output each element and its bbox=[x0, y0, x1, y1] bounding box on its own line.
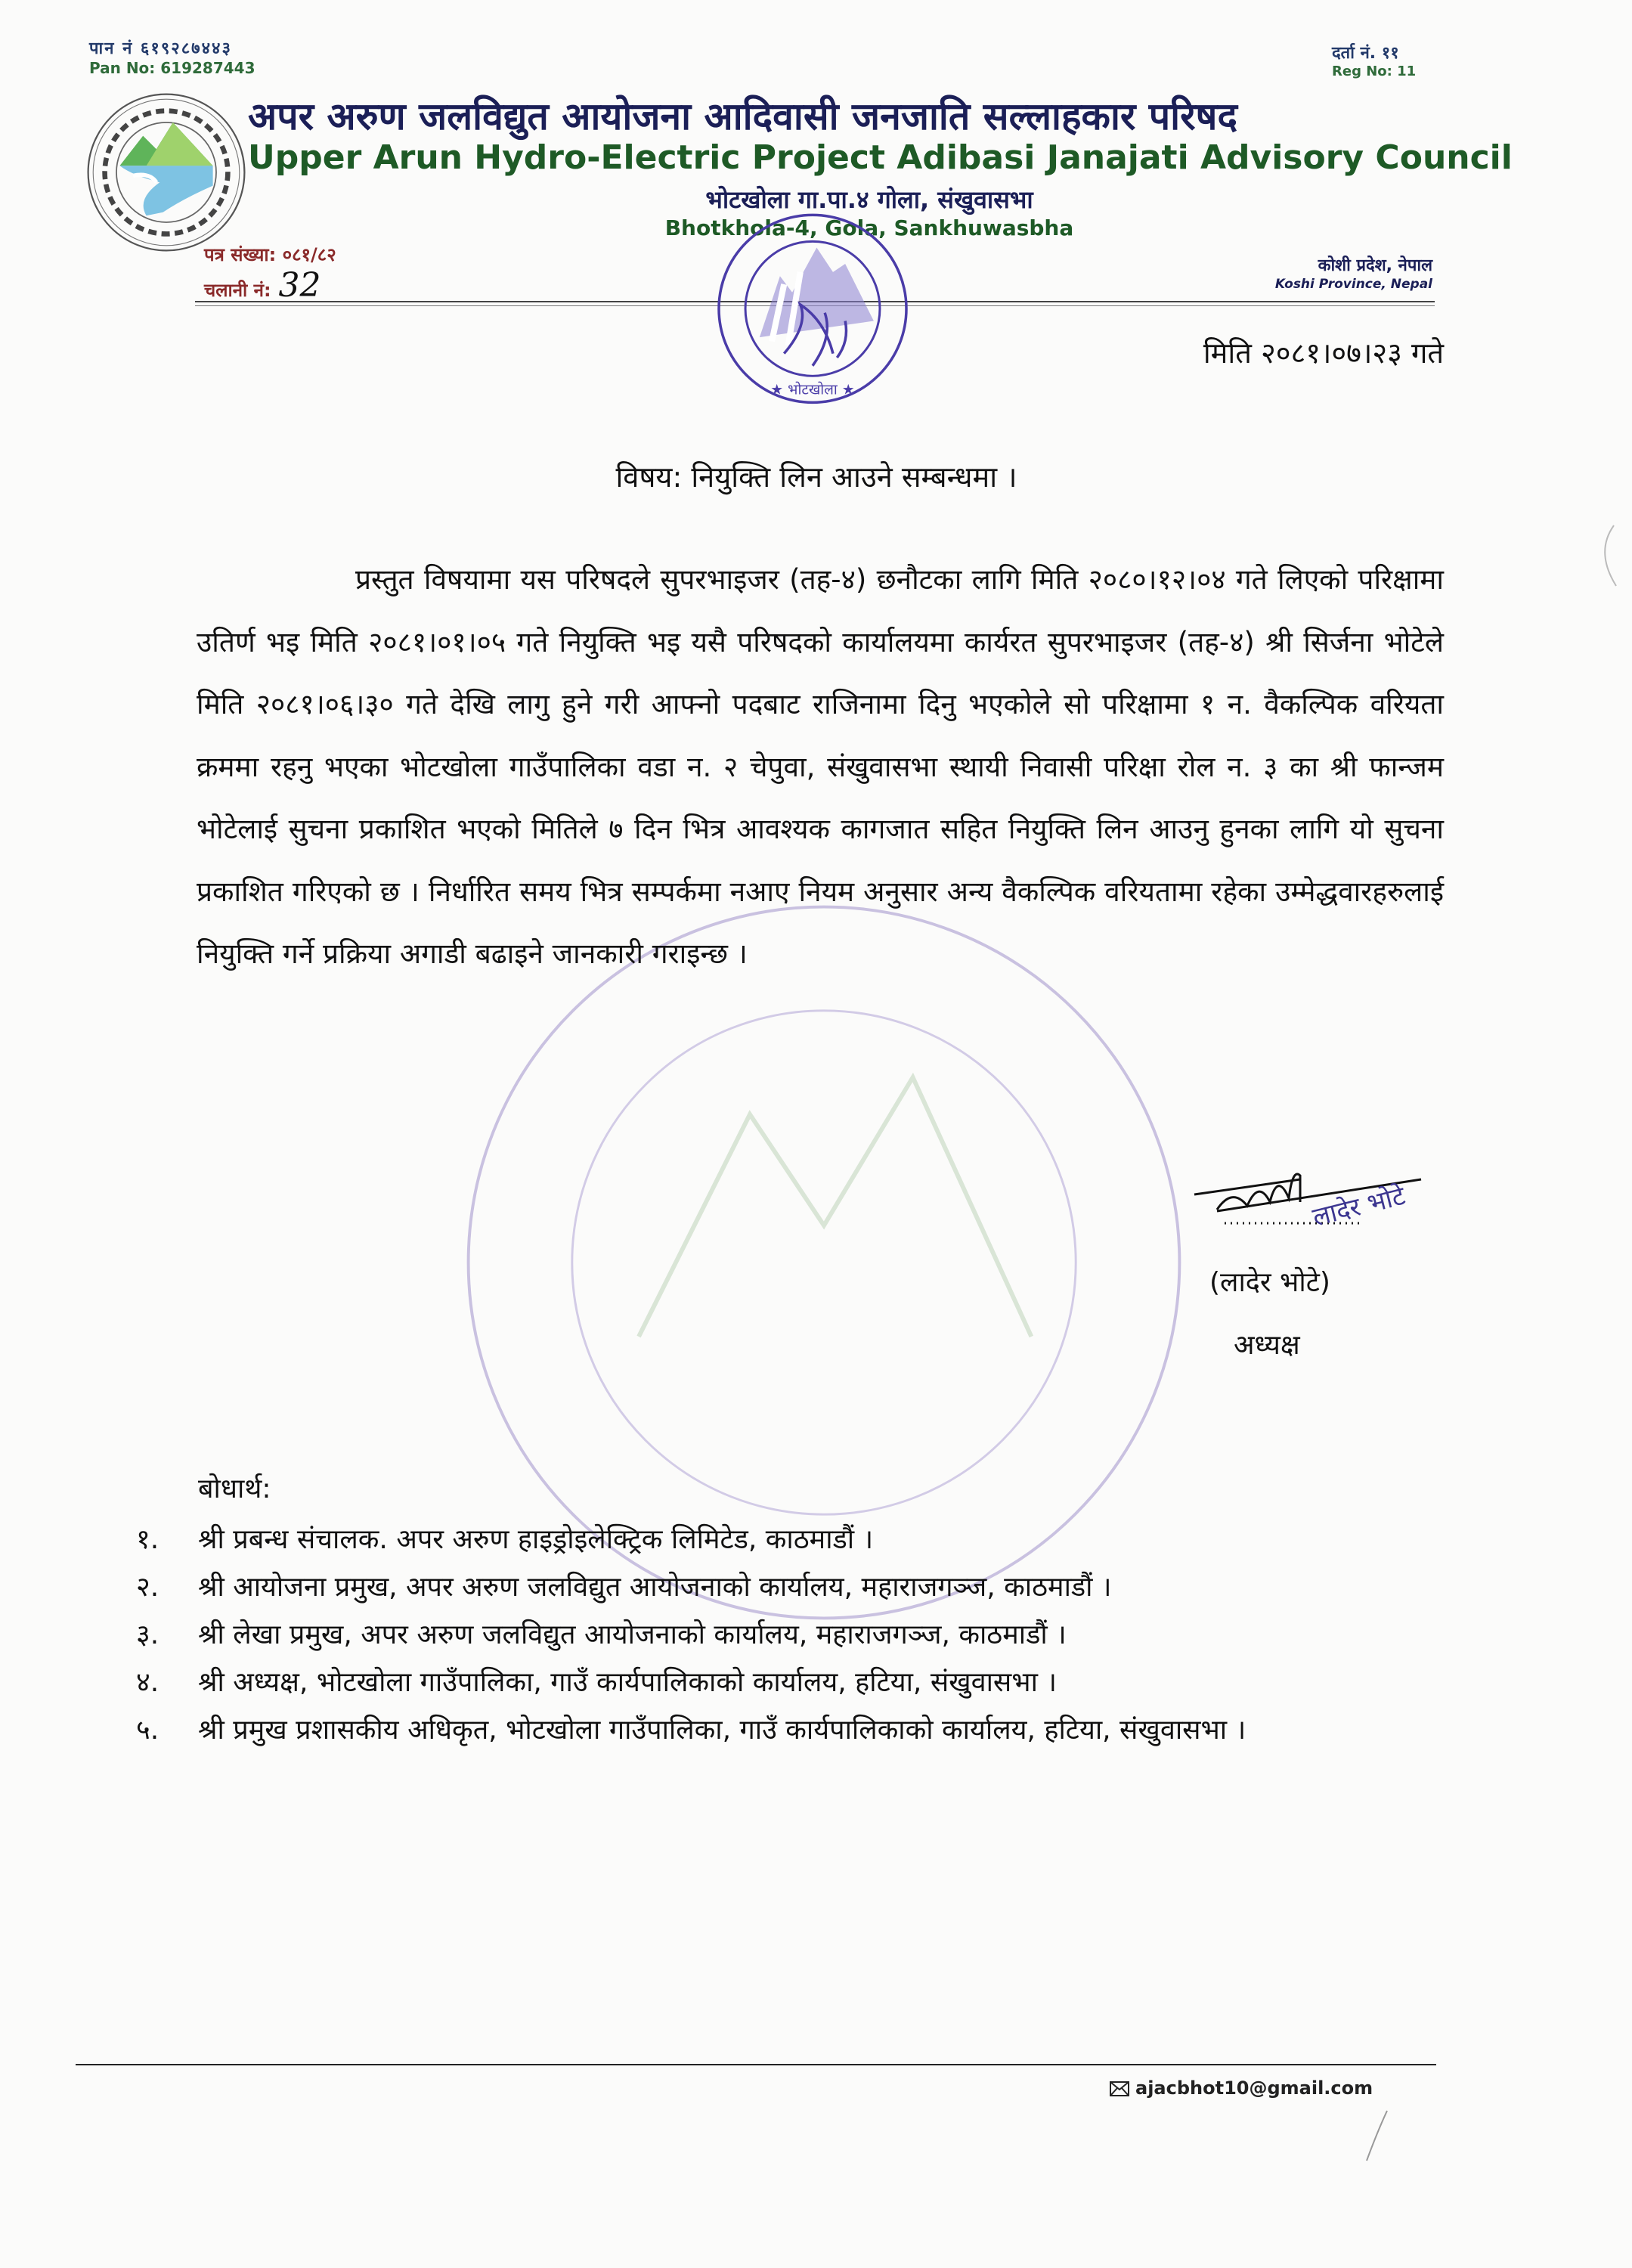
cc-item bbox=[136, 1659, 1466, 1706]
letter-date: मिति २०८१।०७।२३ गते bbox=[1203, 336, 1444, 370]
pan-number: Pan No: 619287443 bbox=[89, 59, 255, 77]
cc-heading: बोधार्थ: bbox=[198, 1473, 271, 1504]
paper-edge-mark bbox=[1580, 522, 1618, 590]
cc-item-text: श्री अध्यक्ष, भोटखोला गाउँपालिका, गाउँ कार्यपालिकाको कार्यालय, हटिया, संखुवासभा । bbox=[198, 1667, 1057, 1698]
signatory-title: अध्यक्ष bbox=[1234, 1330, 1300, 1361]
cc-item bbox=[136, 1516, 1466, 1563]
letter-body: प्रस्तुत विषयामा यस परिषदले सुपरभाइजर (तह-४) छनौटका लागि मिति २०८०।१२।०४ गते लिएको परिक्षामा उतिर्ण भइ मिति २०८१।०१।०५ गते नियुक्ति भइ यसै परिषदको कार्यालयमा कार्यरत सुपरभाइजर (तह-४) श्री सिर्जना भोटेले मिति २०८१।०६।३० गते देखि लागु हुने गरी आफ्नो पदबाट राजिनामा दिनु भएकोले सो परिक्षामा १ न. वैकल्पिक वरियता क्रममा रहनु भएका भोटखोला गाउँपालिका वडा न. २ चेपुवा, संखुवासभा स्थायी निवासी परिक्षा रोल न. ३ का श्री फान्जम भोटेलाई सुचना प्रकाशित भएको मितिले ७ दिन भित्र आवश्यक कागजात सहित नियुक्ति लिन आउनु हुनका लागि यो सुचना प्रकाशित गरिएको छ । निर्धारित समय भित्र सम्पर्कमा नआए नियम अनुसार अन्य वैकल्पिक वरियतामा रहेका उम्मेद्धवारहरुलाई नियुक्ति गर्ने प्रक्रिया अगाडी बढाइने जानकारी गराइन्छ । bbox=[197, 563, 1444, 970]
envelope-icon bbox=[1110, 2081, 1129, 2096]
organization-name-devanagari: अपर अरुण जलविद्युत आयोजना आदिवासी जनजाति सल्लाहकार परिषद bbox=[248, 94, 1237, 138]
cc-item bbox=[136, 1706, 1466, 1754]
address: Bhotkhola-4, Gola, Sankhuwasbha bbox=[664, 215, 1074, 240]
official-stamp bbox=[711, 191, 915, 425]
signatory-name: (लादेर भोटे) bbox=[1209, 1267, 1330, 1298]
address-devanagari: भोटखोला गा.पा.४ गोला, संखुवासभा bbox=[705, 185, 1033, 214]
cc-item-text: श्री लेखा प्रमुख, अपर अरुण जलविद्युत आयोजनाको कार्यालय, महाराजगञ्ज, काठमाडौं । bbox=[198, 1619, 1067, 1650]
cc-list bbox=[136, 1516, 1466, 1754]
cc-item-text: श्री आयोजना प्रमुख, अपर अरुण जलविद्युत आयोजनाको कार्यालय, महाराजगञ्ज, काठमाडौं । bbox=[198, 1572, 1112, 1603]
cc-item-number: ५. bbox=[136, 1715, 159, 1746]
province: Koshi Province, Nepal bbox=[1274, 277, 1432, 292]
province-devanagari: कोशी प्रदेश, नेपाल bbox=[1318, 256, 1432, 275]
cc-item bbox=[136, 1611, 1466, 1659]
cc-item-number: ४. bbox=[136, 1667, 159, 1698]
footer-email[interactable] bbox=[1110, 2077, 1373, 2099]
handwritten-signature bbox=[1187, 1164, 1436, 1278]
dispatch-label: चलानी नं: bbox=[204, 280, 271, 301]
registration-number: Reg No: 11 bbox=[1332, 64, 1417, 79]
cc-item-text: श्री प्रबन्ध संचालक. अपर अरुण हाइड्रोइलेक्ट्रिक लिमिटेड, काठमाडौं । bbox=[198, 1524, 874, 1555]
svg-text:लादेर भोटे: लादेर भोटे bbox=[1309, 1180, 1408, 1233]
subject-line: विषय: नियुक्ति लिन आउने सम्बन्धमा । bbox=[615, 460, 1017, 494]
cc-item-text: श्री प्रमुख प्रशासकीय अधिकृत, भोटखोला गाउँपालिका, गाउँ कार्यपालिकाको कार्यालय, हटिया, संखुवासभा । bbox=[198, 1715, 1246, 1746]
dispatch-number-handwritten: 32 bbox=[278, 266, 321, 305]
cc-item-number: ३. bbox=[136, 1619, 159, 1650]
cc-item bbox=[136, 1563, 1466, 1611]
letter-number: पत्र संख्या: ०८१/८२ bbox=[204, 244, 336, 265]
organization-logo bbox=[83, 89, 249, 256]
registration-number-devanagari: दर्ता नं. ११ bbox=[1332, 44, 1399, 63]
organization-name: Upper Arun Hydro-Electric Project Adibasi Janajati Advisory Council bbox=[248, 138, 1513, 177]
pan-number-devanagari: पान नं ६१९२८७४४३ bbox=[89, 39, 232, 58]
footer-divider bbox=[76, 2064, 1436, 2065]
cc-item-number: १. bbox=[136, 1524, 159, 1555]
cc-item-number: २. bbox=[136, 1572, 159, 1603]
email-address[interactable]: ajacbhot10@gmail.com bbox=[1135, 2077, 1373, 2099]
dispatch-number bbox=[204, 266, 321, 305]
paper-fold-mark bbox=[1361, 2109, 1391, 2162]
svg-text:★ भोटखोला ★: ★ भोटखोला ★ bbox=[770, 381, 855, 398]
